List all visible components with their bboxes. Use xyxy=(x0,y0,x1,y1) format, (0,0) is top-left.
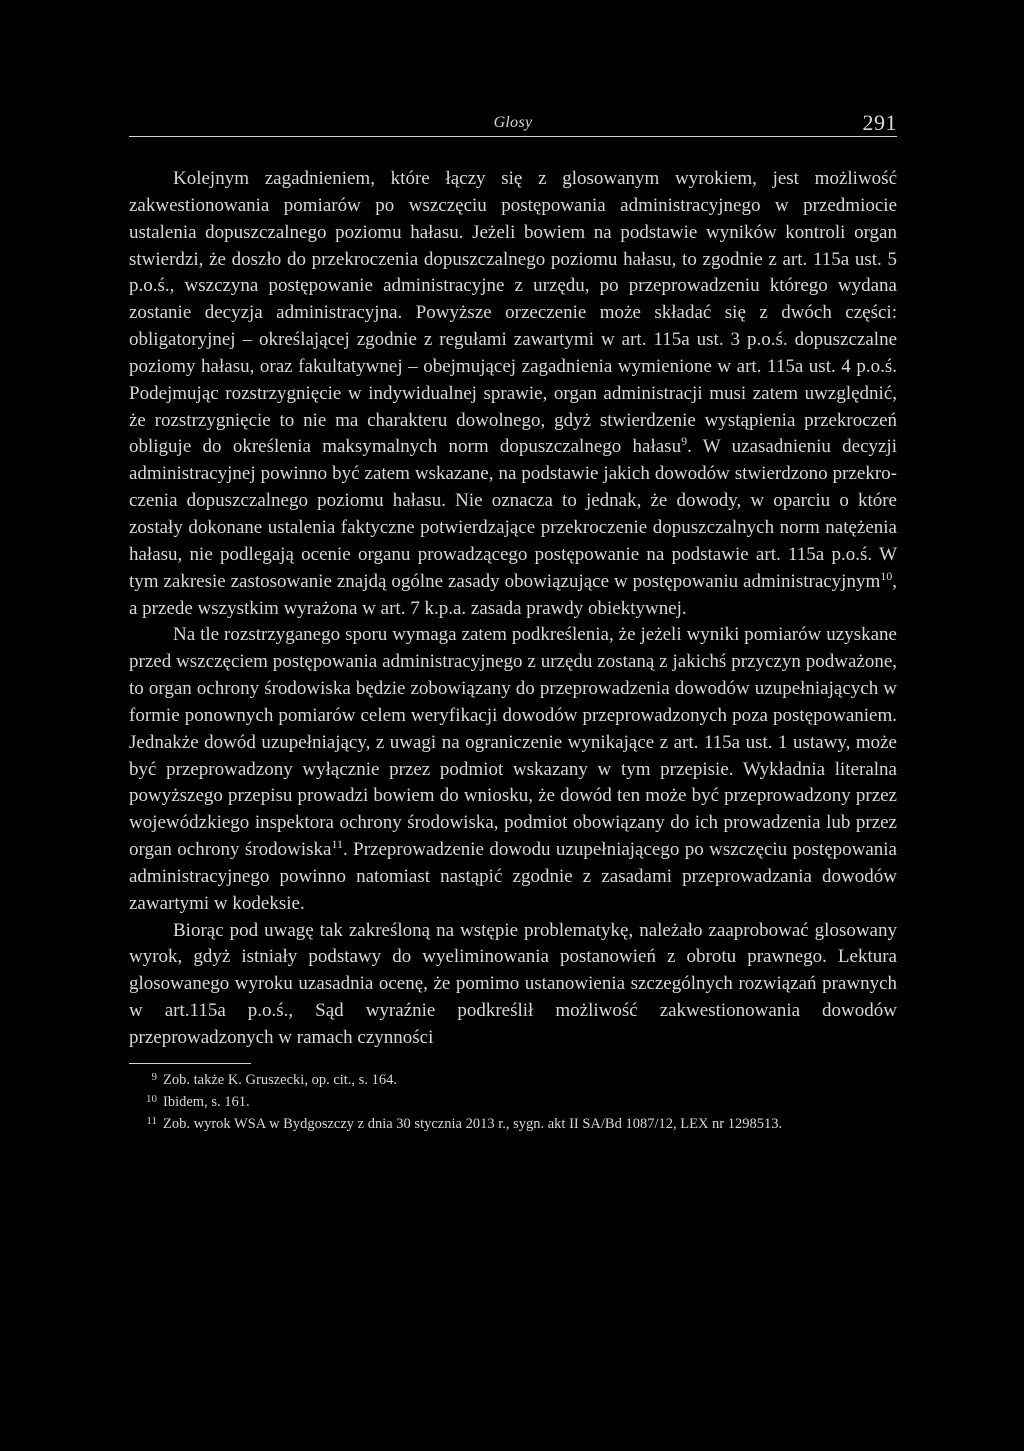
footnote xyxy=(129,1092,897,1114)
footnote-reference: 10 xyxy=(880,568,893,583)
running-title: Glosy xyxy=(493,114,533,131)
body-paragraph xyxy=(129,918,897,1052)
paragraph-text: , a przede wszystkim wyrażona w art. 7 k.p.a. zasada prawdy obiektywnej. xyxy=(129,570,897,619)
footnote-text: Ibidem, s. 161. xyxy=(163,1093,250,1110)
footnote-divider xyxy=(129,1063,251,1064)
footnote-text: Zob. wyrok WSA w Bydgoszczy z dnia 30 stycznia 2013 r., sygn. akt II SA/Bd 1087/12, LEX nr 1298513. xyxy=(163,1115,783,1132)
footnote-number: 11 xyxy=(146,1114,157,1127)
footnote-reference: 11 xyxy=(331,837,344,852)
body-paragraph xyxy=(129,622,897,917)
footnotes xyxy=(129,1070,897,1136)
paragraph-text: Na tle rozstrzyganego sporu wymaga zatem podkreślenia, że jeżeli wyniki pomiarów uzyskane przed wszczęciem postępowania administracyjnego z urzędu zostaną z jakichś przyczyn podważone, to organ ochrony środowiska będzie zobowiązany do przeprowadzenia dowodów uzupełniających w formie ponownych pomiarów celem weryfikacji dowodów przeprowadzonych poza postępowaniem. Jednakże dowód uzupełniający, z uwagi na ograniczenie wynikające z art. 115a ust. 1 ustawy, może być przeprowadzony wyłącznie przez podmiot wskazany w tym przepisie. Wykładnia literalna powyższego przepisu prowadzi bowiem do wniosku, że dowód ten może być przeprowadzony przez wojewódzkiego inspektora ochrony środowiska, podmiot obowiązany do ich prowadzenia lub przez organ ochrony środowiska xyxy=(129,624,897,861)
footnote xyxy=(129,1114,897,1136)
paragraph-text: . W uzasadnieniu decyzji administracyjnej powinno być zatem wskazane, na podstawie jakich dowodów stwierdzono przekroczenia dopuszczalnego poziomu hałasu. Nie oznacza to jednak, że dowody, w oparciu o które zostały dokonane ustalenia faktyczne potwierdzające przekroczenie dopuszczalnych norm natężenia hałasu, nie podlegają ocenie organu prowadzącego postępowanie na podstawie art. 115a p.o.ś. W tym zakresie zastosowanie znajdą ogólne zasady obowiązujące w postępowaniu administracyjnym xyxy=(129,436,897,592)
paragraph-text: Biorąc pod uwagę tak zakreśloną na wstępie problematykę, należało zaaprobować glosowany wyrok, gdyż istniały podstawy do wyeliminowania postanowień z obrotu prawnego. Lektura glosowanego wyroku uzasadnia ocenę, że pomimo ustanowienia szczególnych rozwiązań prawnych w art.115a p.o.ś., Sąd wyraźnie podkreślił możliwość zakwestionowania dowodów przeprowadzonych w ramach czynności xyxy=(129,919,897,1048)
document-page xyxy=(129,108,897,1136)
body-paragraph xyxy=(129,166,897,622)
running-header xyxy=(129,108,897,137)
paragraph-text: . Przeprowadzenie dowodu uzupełniającego po wszczęciu postępowania administracyjnego powinno natomiast nastąpić zgodnie z zasadami przeprowadzania dowodów zawartymi w kodeksie. xyxy=(129,839,897,914)
page-number: 291 xyxy=(862,110,897,135)
footnote-number: 9 xyxy=(151,1070,157,1083)
footnote-reference: 9 xyxy=(681,434,688,449)
footnote-number: 10 xyxy=(146,1092,157,1105)
footnote-text: Zob. także K. Gruszecki, op. cit., s. 164. xyxy=(163,1071,397,1088)
footnote xyxy=(129,1070,897,1092)
paragraph-text: Kolejnym zagadnieniem, które łączy się z glosowanym wyrokiem, jest możliwość zakwestionowania pomiarów po wszczęciu postępowania administracyjnego w przedmiocie ustalenia dopuszczalnego poziomu hałasu. Jeżeli bowiem na podstawie wyników kontroli organ stwierdzi, że doszło do przekroczenia dopuszczalnego poziomu hałasu, to zgodnie z art. 115a ust. 5 p.o.ś., wszczyna postępowanie administracyjne z urzędu, po przeprowadzeniu którego wydana zostanie decyzja administracyjna. Powyższe orzeczenie może składać się z dwóch części: obligatoryjnej – określającej zgodnie z regułami zawartymi w art. 115a ust. 3 p.o.ś. dopuszczalne poziomy hałasu, oraz fakultatywnej – obejmującej zagadnienia wymienione w art. 115a ust. 4 p.o.ś. Podejmując rozstrzygnięcie w indywidualnej sprawie, organ administracji musi zatem uwzględnić, że rozstrzygnięcie to nie ma charakteru dowolnego, gdyż stwierdzenie wystąpienia przekroczeń obliguje do określenia maksymalnych norm dopuszczalnego hałasu xyxy=(129,168,897,458)
body-text xyxy=(129,166,897,1052)
